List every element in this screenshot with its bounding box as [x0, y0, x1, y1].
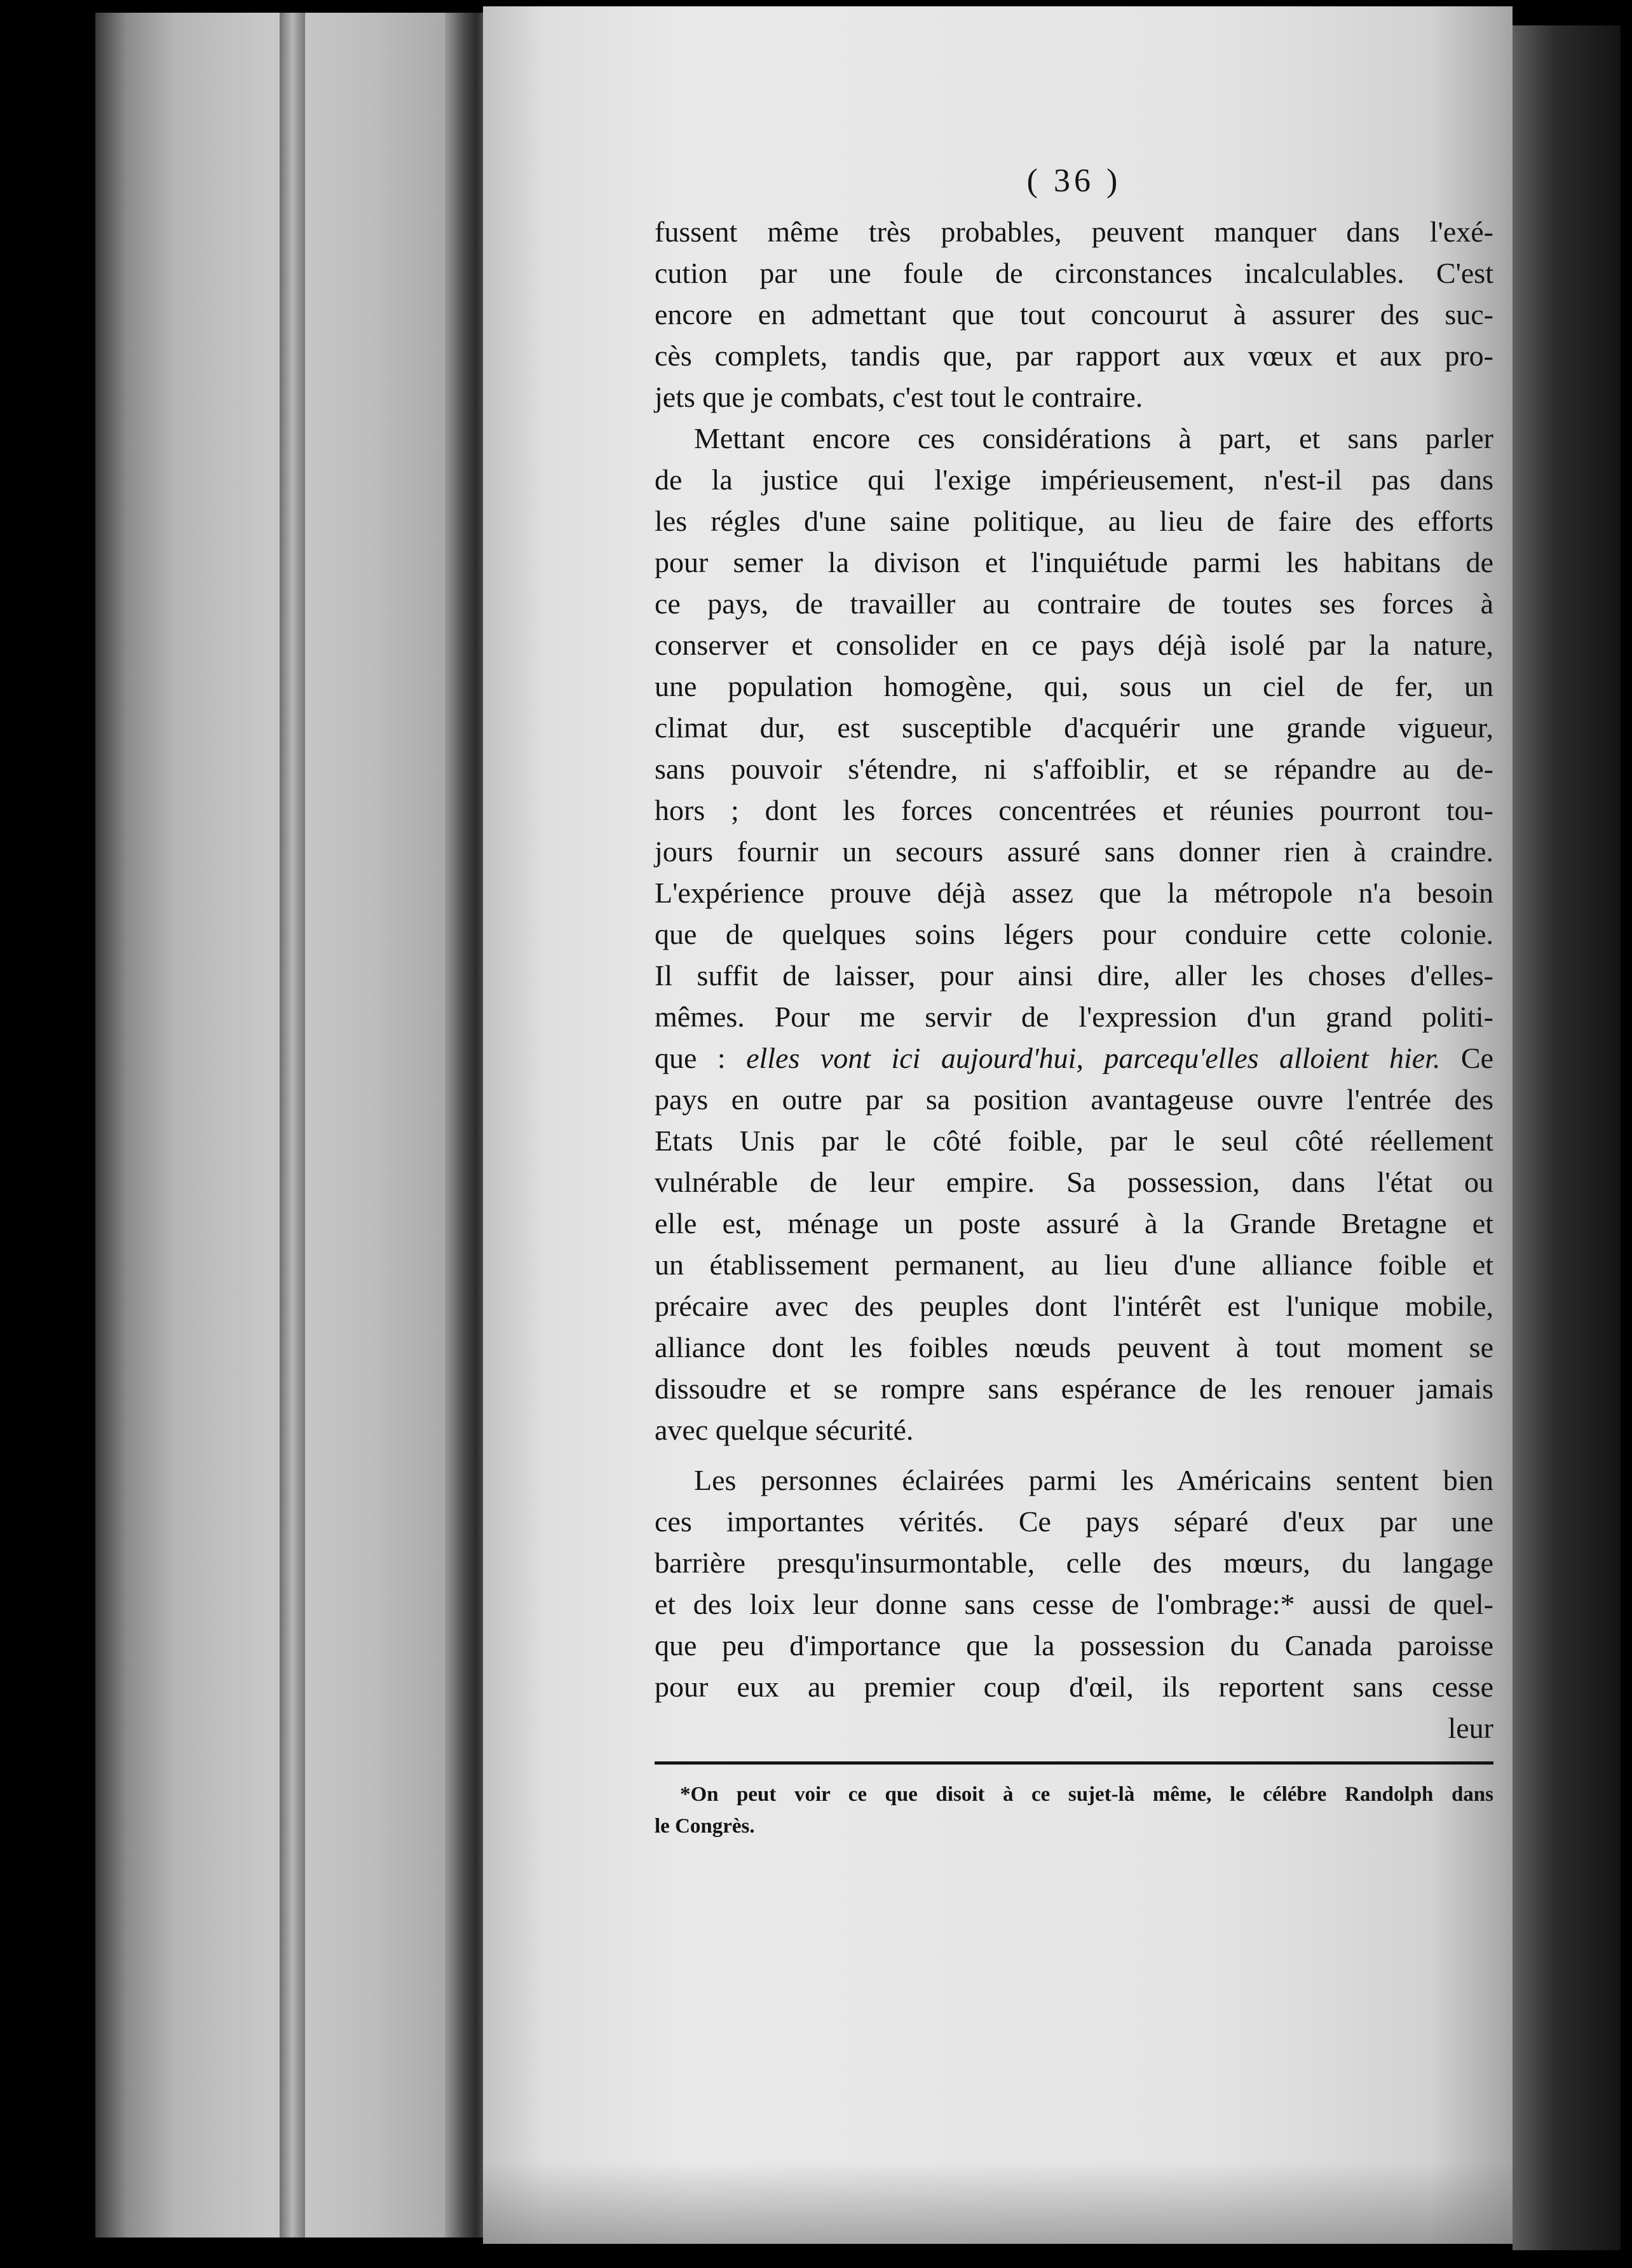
- text-line: sans pouvoir s'étendre, ni s'affoiblir, et se répandre au de-: [655, 753, 1493, 785]
- text-line: cution par une foule de circonstances incalculables. C'est: [655, 257, 1493, 289]
- text-line: conserver et consolider en ce pays déjà isolé par la nature,: [655, 629, 1493, 661]
- bottom-stain: [483, 2161, 1513, 2244]
- text-line: pour eux au premier coup d'œil, ils reportent sans cesse: [655, 1670, 1493, 1703]
- footnote-line: le Congrès.: [655, 1815, 755, 1838]
- text-line: un établissement permanent, au lieu d'une alliance foible et: [655, 1248, 1493, 1281]
- text-line: jours fournir un secours assuré sans donner rien à craindre.: [655, 835, 1493, 868]
- catchword: leur: [1448, 1712, 1493, 1744]
- text-line: barrière presqu'insurmontable, celle des mœurs, du langage: [655, 1547, 1493, 1579]
- text-line: jets que je combats, c'est tout le contraire.: [655, 381, 1143, 413]
- text-line: une population homogène, qui, sous un ciel de fer, un: [655, 670, 1493, 702]
- text-line: vulnérable de leur empire. Sa possession, dans l'état ou: [655, 1166, 1493, 1198]
- text-line: Il suffit de laisser, pour ainsi dire, aller les choses d'elles-: [655, 959, 1493, 992]
- page-text: [655, 159, 1493, 1842]
- text-line: hors ; dont les forces concentrées et réunies pourront tou-: [655, 794, 1493, 826]
- text-line: elle est, ménage un poste assuré à la Grande Bretagne et: [655, 1207, 1493, 1240]
- text-line: pour semer la divison et l'inquiétude parmi les habitans de: [655, 546, 1493, 578]
- text-line: Etats Unis par le côté foible, par le seul côté réellement: [655, 1124, 1493, 1157]
- page-number: ( 36 ): [1026, 163, 1122, 199]
- text-line: Mettant encore ces considérations à part, et sans parler: [694, 422, 1493, 454]
- text-line: encore en admettant que tout concourut à assurer des suc-: [655, 298, 1493, 331]
- quote-prefix: que :: [655, 1042, 726, 1074]
- quote-line: [655, 1037, 1493, 1079]
- text-line: ces importantes vérités. Ce pays séparé d'eux par une: [655, 1505, 1493, 1538]
- text-line: de la justice qui l'exige impérieusement, n'est-il pas dans: [655, 463, 1493, 496]
- left-page-shadow: [280, 13, 305, 2237]
- text-line: ce pays, de travailler au contraire de toutes ses forces à: [655, 587, 1493, 620]
- quote-suffix: Ce: [1460, 1042, 1494, 1074]
- text-line: Les personnes éclairées parmi les Américains sentent bien: [694, 1464, 1493, 1496]
- left-page-edge: [95, 13, 489, 2237]
- text-line: cès complets, tandis que, par rapport aux vœux et aux pro-: [655, 339, 1493, 372]
- text-line: et des loix leur donne sans cesse de l'ombrage:* aussi de quel-: [655, 1588, 1493, 1620]
- text-line: pays en outre par sa position avantageuse ouvre l'entrée des: [655, 1083, 1493, 1116]
- text-line: climat dur, est susceptible d'acquérir une grande vigueur,: [655, 711, 1493, 744]
- text-line: précaire avec des peuples dont l'intérêt est l'unique mobile,: [655, 1290, 1493, 1322]
- page-stack-edge: [1513, 25, 1621, 2250]
- footnote-rule: [655, 1761, 1493, 1765]
- text-line: que peu d'importance que la possession du Canada paroisse: [655, 1629, 1493, 1662]
- text-line: dissoudre et se rompre sans espérance de les renouer jamais: [655, 1372, 1493, 1405]
- footnote-line: *On peut voir ce que disoit à ce sujet-là même, le célébre Randolph dans: [680, 1783, 1493, 1806]
- text-line: L'expérience prouve déjà assez que la métropole n'a besoin: [655, 877, 1493, 909]
- text-line: alliance dont les foibles nœuds peuvent à tout moment se: [655, 1331, 1493, 1363]
- text-line: que de quelques soins légers pour conduire cette colonie.: [655, 918, 1493, 950]
- text-line: fussent même très probables, peuvent manquer dans l'exé-: [655, 215, 1493, 248]
- quote-italic: elles vont ici aujourd'hui, parcequ'elles alloient hier.: [746, 1042, 1441, 1074]
- text-line: les régles d'une saine politique, au lieu de faire des efforts: [655, 505, 1493, 537]
- text-line: mêmes. Pour me servir de l'expression d'un grand politi-: [655, 1001, 1493, 1033]
- text-line: avec quelque sécurité.: [655, 1414, 914, 1446]
